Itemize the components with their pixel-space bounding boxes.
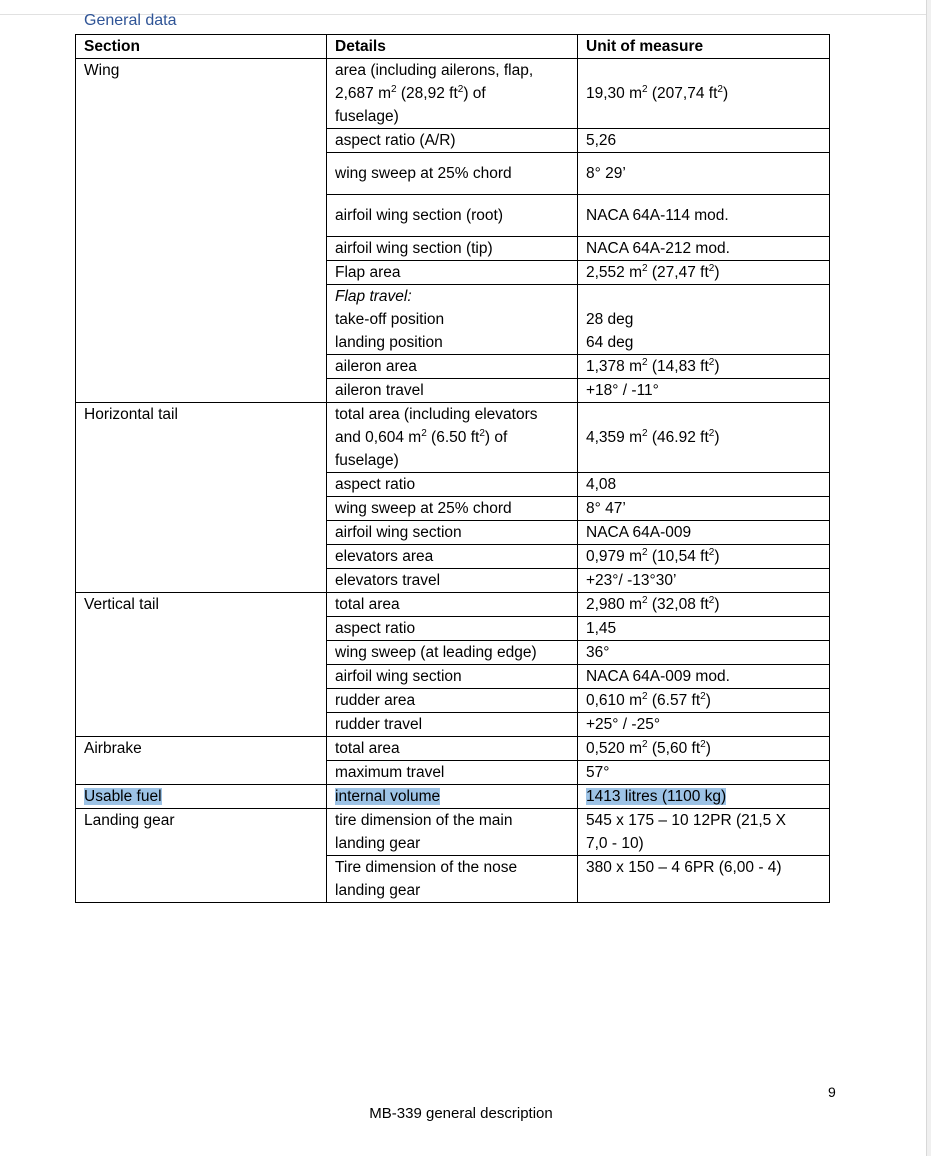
page-edge [926, 0, 931, 1156]
header-details: Details [327, 35, 578, 59]
value-cell: 0,979 $m^2$ (10,54 $ft^2$) [578, 545, 830, 569]
table-row [76, 785, 830, 809]
selected-text[interactable]: Usable fuel [84, 788, 162, 805]
detail-cell: rudder travel [327, 713, 578, 737]
value-cell: NACA 64A-009 mod. [578, 665, 830, 689]
page-number: 9 [828, 1084, 836, 1100]
section-heading: General data [84, 12, 177, 29]
detail-cell: airfoil wing section [327, 521, 578, 545]
value-cell: +25° / -25° [578, 713, 830, 737]
detail-cell: airfoil wing section (root) [327, 195, 578, 237]
value-cell [578, 785, 830, 809]
detail-cell: Flap travel: take-off position landing position [327, 285, 578, 355]
value-cell: 4,359 $m^2$ (46.92 $ft^2$) [578, 403, 830, 473]
value-cell: 545 x 175 – 10 12PR (21,5 X 7,0 - 10) [578, 809, 830, 856]
value-cell: 1,45 [578, 617, 830, 641]
table-row [76, 593, 830, 617]
value-cell: 19,30 $m^2$ (207,74 $ft^2$) [578, 59, 830, 129]
table-row [76, 403, 830, 473]
value-cell: +18° / -11° [578, 379, 830, 403]
detail-cell [327, 785, 578, 809]
value-cell: 8° 29’ [578, 153, 830, 195]
detail-cell: wing sweep at 25% chord [327, 153, 578, 195]
detail-cell: tire dimension of the main landing gear [327, 809, 578, 856]
table-row [76, 809, 830, 856]
detail-cell: aspect ratio [327, 473, 578, 497]
detail-cell: aileron travel [327, 379, 578, 403]
detail-cell: rudder area [327, 689, 578, 713]
value-cell: 4,08 [578, 473, 830, 497]
value-cell: 36° [578, 641, 830, 665]
section-cell: Vertical tail [76, 593, 327, 737]
detail-cell: aileron area [327, 355, 578, 379]
value-cell: 5,26 [578, 129, 830, 153]
detail-cell: airfoil wing section [327, 665, 578, 689]
table-header-row [76, 35, 830, 59]
section-cell: Horizontal tail [76, 403, 327, 593]
detail-cell: maximum travel [327, 761, 578, 785]
section-cell: Airbrake [76, 737, 327, 785]
table-row [76, 59, 830, 129]
value-cell: 28 deg 64 deg [578, 285, 830, 355]
section-cell [76, 785, 327, 809]
detail-cell: total area (including elevators and 0,604 $m^2$ (6.50 $ft^2$) of fuselage) [327, 403, 578, 473]
detail-cell: area (including ailerons, flap, 2,687 $m^2$ (28,92 $ft^2$) of fuselage) [327, 59, 578, 129]
value-cell: 57° [578, 761, 830, 785]
value-cell: +23°/ -13°30’ [578, 569, 830, 593]
value-cell: 2,980 $m^2$ (32,08 $ft^2$) [578, 593, 830, 617]
value-cell: NACA 64A-114 mod. [578, 195, 830, 237]
detail-cell: total area [327, 593, 578, 617]
value-cell: NACA 64A-212 mod. [578, 237, 830, 261]
page-footer: MB-339 general description [369, 1105, 553, 1122]
value-cell: 380 x 150 – 4 6PR (6,00 - 4) [578, 856, 830, 903]
value-cell: 0,610 $m^2$ (6.57 $ft^2$) [578, 689, 830, 713]
header-section: Section [76, 35, 327, 59]
value-cell: 8° 47’ [578, 497, 830, 521]
detail-cell: total area [327, 737, 578, 761]
detail-cell: elevators area [327, 545, 578, 569]
section-cell: Wing [76, 59, 327, 403]
value-cell: 1,378 $m^2$ (14,83 $ft^2$) [578, 355, 830, 379]
specs-table [75, 34, 830, 903]
detail-cell: Flap area [327, 261, 578, 285]
table-row [76, 737, 830, 761]
detail-cell: aspect ratio (A/R) [327, 129, 578, 153]
detail-cell: wing sweep at 25% chord [327, 497, 578, 521]
header-unit: Unit of measure [578, 35, 830, 59]
value-cell: NACA 64A-009 [578, 521, 830, 545]
detail-cell: elevators travel [327, 569, 578, 593]
selected-text[interactable]: internal volume [335, 788, 441, 805]
value-cell: 0,520 $m^2$ (5,60 $ft^2$) [578, 737, 830, 761]
detail-cell: wing sweep (at leading edge) [327, 641, 578, 665]
value-cell: 2,552 $m^2$ (27,47 $ft^2$) [578, 261, 830, 285]
detail-cell: airfoil wing section (tip) [327, 237, 578, 261]
detail-cell: aspect ratio [327, 617, 578, 641]
detail-cell: Tire dimension of the nose landing gear [327, 856, 578, 903]
section-cell: Landing gear [76, 809, 327, 903]
selected-text[interactable]: 1413 litres (1100 kg) [586, 788, 727, 805]
